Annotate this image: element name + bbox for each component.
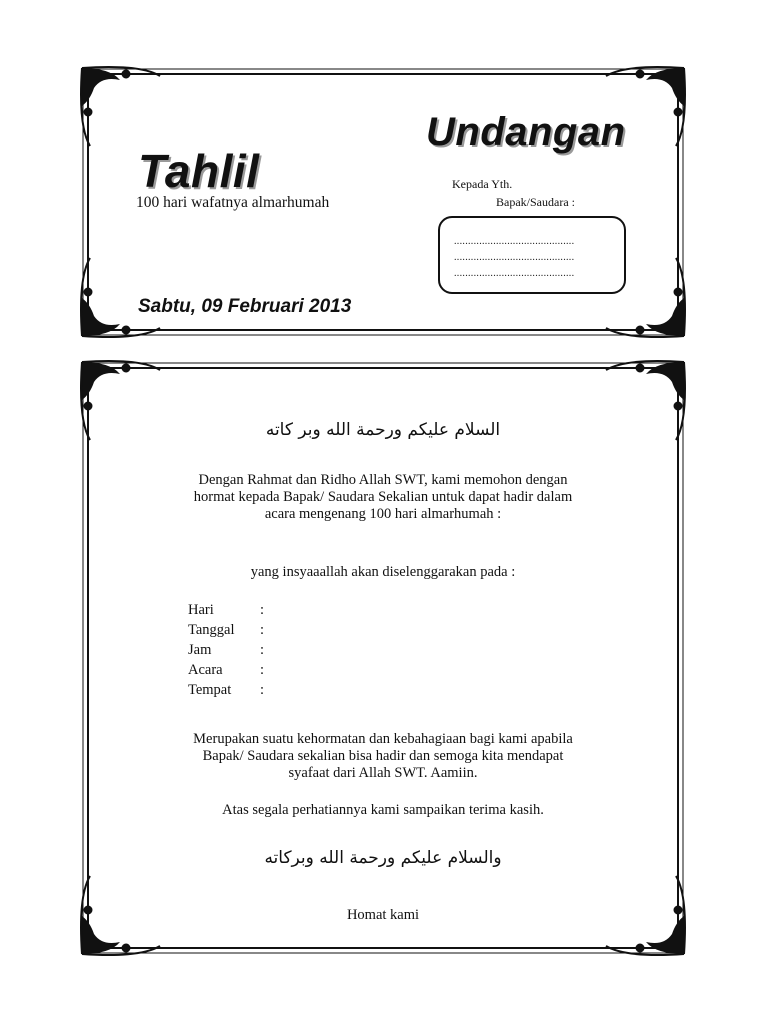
detail-row <box>188 600 264 620</box>
address-line: ........................................... <box>454 236 575 247</box>
event-date: Sabtu, 09 Februari 2013 <box>138 296 352 317</box>
invitation-heading: Undangan <box>426 110 626 154</box>
opening-greeting: السلام عليكم ورحمة الله وبر كاته <box>265 420 501 440</box>
detail-row <box>188 680 264 700</box>
address-line: ........................................... <box>454 252 575 263</box>
detail-label: Jam <box>188 642 212 658</box>
event-title: Tahlil <box>138 145 260 197</box>
detail-separator: : <box>260 602 265 618</box>
schedule-intro: yang insyaaallah akan diselenggarakan pada : <box>250 564 516 580</box>
event-details <box>188 600 264 700</box>
intro-paragraph <box>120 472 646 523</box>
detail-label: Acara <box>188 662 223 678</box>
detail-row <box>188 640 264 660</box>
text-line: Bapak/ Saudara sekalian bisa hadir dan semoga kita mendapat <box>202 748 564 764</box>
invitation-cover-card <box>80 66 686 338</box>
recipient-prefix: Kepada Yth. <box>452 177 513 191</box>
closing-greeting: والسلام عليكم ورحمة الله وبركاته <box>264 848 502 868</box>
text-line: Dengan Rahmat dan Ridho Allah SWT, kami memohon dengan <box>198 472 568 488</box>
invitation-body-card <box>80 360 686 956</box>
thanks-line: Atas segala perhatiannya kami sampaikan terima kasih. <box>222 802 544 818</box>
signoff: Homat kami <box>346 907 420 923</box>
detail-separator: : <box>260 662 265 678</box>
text-line: syafaat dari Allah SWT. Aamiin. <box>288 765 478 781</box>
text-line: acara mengenang 100 hari almarhumah : <box>264 506 502 522</box>
detail-separator: : <box>260 682 265 698</box>
detail-label: Hari <box>188 602 214 618</box>
address-line: ........................................... <box>454 268 575 279</box>
recipient-address-box <box>438 216 626 294</box>
detail-separator: : <box>260 642 265 658</box>
detail-row <box>188 620 264 640</box>
detail-separator: : <box>260 622 265 638</box>
recipient-label: Bapak/Saudara : <box>496 195 575 209</box>
detail-label: Tempat <box>188 682 232 698</box>
text-line: Merupakan suatu kehormatan dan kebahagiaan bagi kami apabila <box>193 731 573 747</box>
event-subtitle: 100 hari wafatnya almarhumah <box>136 194 330 211</box>
text-line: hormat kepada Bapak/ Saudara Sekalian untuk dapat hadir dalam <box>193 489 573 505</box>
detail-label: Tanggal <box>188 622 235 638</box>
detail-row <box>188 660 264 680</box>
closing-paragraph <box>120 731 646 782</box>
